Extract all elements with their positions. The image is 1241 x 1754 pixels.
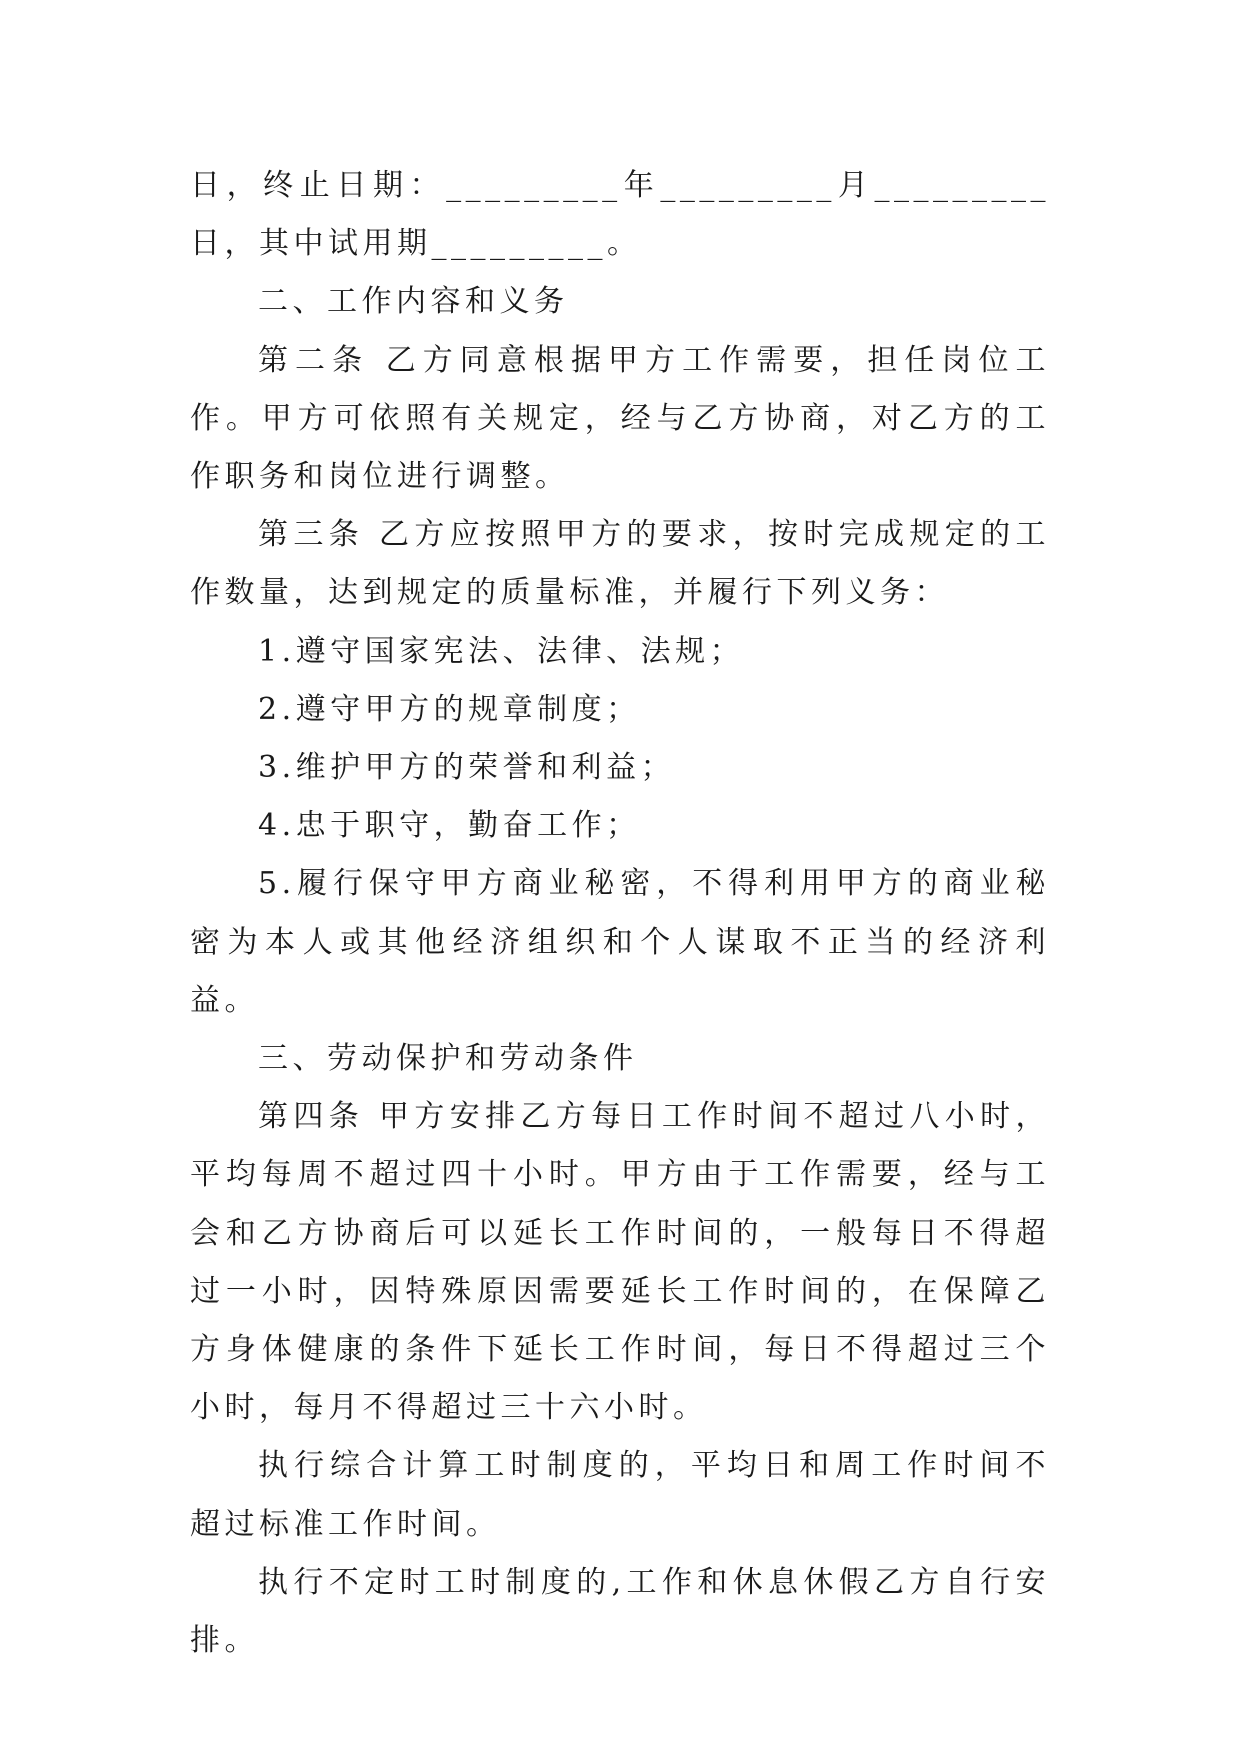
list-item-obligation-4: 4.忠于职守，勤奋工作；: [258, 808, 641, 844]
paragraph-comprehensive-hours: 执行综合计算工时制度的，平均日和周工作时间不超过标准工作时间。: [190, 1448, 1050, 1542]
paragraph-flexible-hours: 执行不定时工时制度的,工作和休息休假乙方自行安排。: [190, 1564, 1050, 1659]
list-item-obligation-2: 2.遵守甲方的规章制度；: [258, 691, 641, 727]
paragraph-article-2: 第二条 乙方同意根据甲方工作需要，担任岗位工作。甲方可依照有关规定，经与乙方协商，对乙方的工作职务和岗位进行调整。: [190, 342, 1050, 495]
section-heading-work-content: 二、工作内容和义务: [258, 284, 569, 320]
document-body: [190, 157, 1050, 1670]
list-item-obligation-3: 3.维护甲方的荣誉和利益；: [258, 750, 676, 786]
paragraph-article-3: 第三条 乙方应按照甲方的要求，按时完成规定的工作数量，达到规定的质量标准，并履行下列义务：: [190, 517, 1050, 611]
section-heading-labor-protection: 三、劳动保护和劳动条件: [258, 1041, 638, 1077]
paragraph-article-4: 第四条 甲方安排乙方每日工作时间不超过八小时，平均每周不超过四十小时。甲方由于工作需要，经与工会和乙方协商后可以延长工作时间的，一般每日不得超过一小时，因特殊原因需要延长工作时间的，在保障乙方身体健康的条件下延长工作时间，每日不得超过三个小时，每月不得超过三十六小时。: [190, 1099, 1050, 1426]
list-item-obligation-1: 1.遵守国家宪法、法律、法规；: [258, 633, 745, 669]
paragraph-term-end-date: 日，终止日期：_________年_________月_________日，其中试用期_________。: [190, 168, 1050, 262]
list-item-obligation-5: 5.履行保守甲方商业秘密，不得利用甲方的商业秘密为本人或其他经济组织和个人谋取不正当的经济利益。: [190, 866, 1050, 1018]
